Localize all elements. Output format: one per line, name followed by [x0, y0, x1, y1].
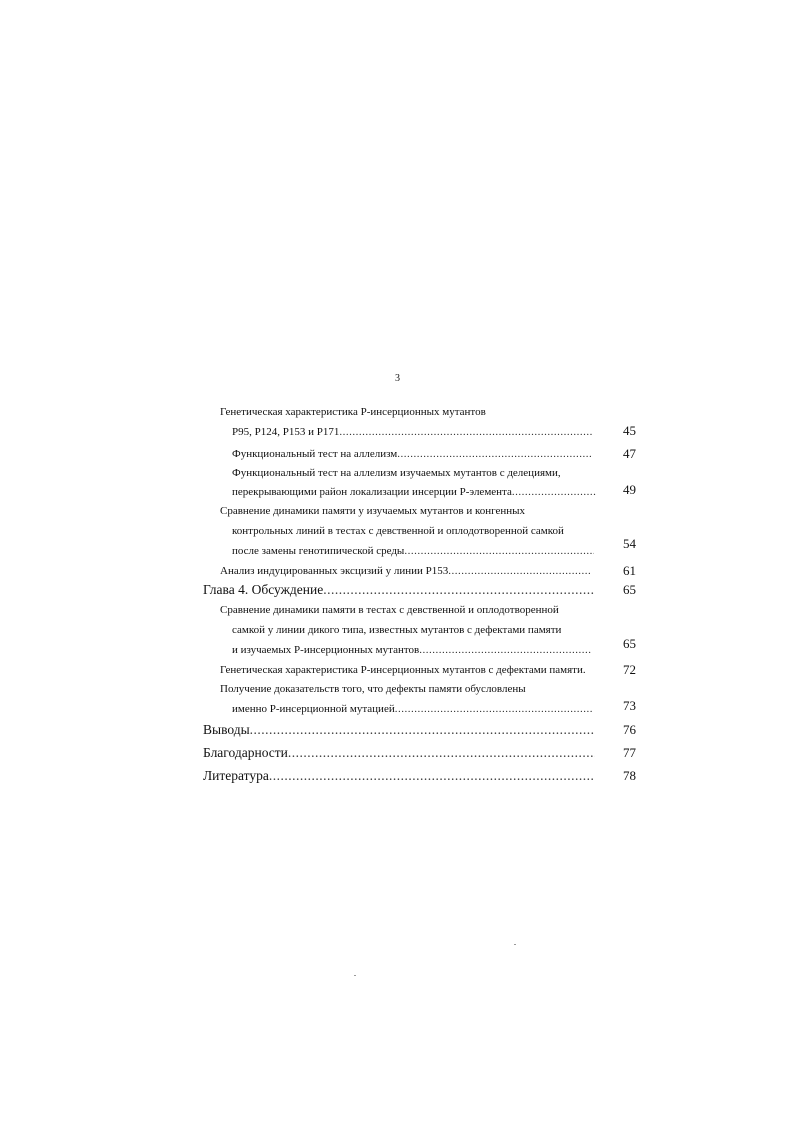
toc-page-77: 77 [623, 745, 636, 760]
page-number: 3 [395, 373, 400, 384]
toc-entry-genetic-memory-defects: Генетическая характеристика Р-инсерционных мутантов с дефектами памяти. [220, 664, 586, 676]
leader-dots [323, 582, 595, 598]
toc-entry-memory-dynamics-title: Сравнение динамики памяти у изучаемых мутантов и конгенных [220, 505, 526, 517]
leader-dots [288, 745, 595, 761]
toc-entry-allelism-test: Функциональный тест на аллелизм ..... [232, 448, 592, 460]
toc-entry-allelism-deletions-title: Функциональный тест на аллелизм изучаемых мутантов с делециями, [232, 467, 561, 479]
leader-dots [269, 768, 595, 784]
toc-page-78: 78 [623, 768, 636, 783]
toc-acknowledgments: Благодарности ..... [203, 745, 595, 761]
toc-page-76: 76 [623, 722, 636, 737]
leader-dots [339, 426, 592, 438]
toc-entry-memory-comparison-cont: самкой у линии дикого типа, известных мутантов с дефектами памяти [232, 624, 562, 636]
scan-speck [514, 944, 516, 945]
scan-speck [354, 975, 356, 976]
toc-page-54: 54 [623, 536, 636, 551]
toc-conclusions: Выводы ..... [203, 722, 595, 738]
toc-entry-evidence-cont: именно Р-инсерционной мутацией ..... [232, 703, 592, 715]
leader-dots [395, 703, 592, 715]
leader-dots [250, 722, 595, 738]
toc-page-47: 47 [623, 446, 636, 461]
toc-page-72: 72 [623, 662, 636, 677]
toc-entry-memory-comparison-title: Сравнение динамики памяти в тестах с девственной и оплодотворенной [220, 604, 559, 616]
toc-entry-evidence-title: Получение доказательств того, что дефекты памяти обусловлены [220, 683, 526, 695]
leader-dots [512, 486, 597, 498]
toc-literature: Литература ..... [203, 768, 595, 784]
toc-page-65: 65 [623, 636, 636, 651]
toc-page-49: 49 [623, 482, 636, 497]
toc-entry-memory-dynamics-cont: контрольных линий в тестах с девственной и оплодотворенной самкой [232, 525, 564, 537]
leader-dots [397, 448, 592, 460]
toc-entry-genetic-characteristic-lines: Р95, Р124, Р153 и Р171 ..... [232, 426, 592, 438]
toc-entry-excision-analysis: Анализ индуцированных эксцизий у линии Р153 ..... [220, 565, 592, 577]
toc-chapter-4-discussion: Глава 4. Обсуждение ..... [203, 582, 595, 598]
leader-dots [404, 545, 594, 557]
leader-dots [448, 565, 592, 577]
toc-entry-memory-dynamics-end: после замены генотипической среды ..... [232, 545, 594, 557]
toc-entry-memory-comparison-end: и изучаемых Р-инсерционных мутантов ..... [232, 644, 592, 656]
toc-entry-genetic-characteristic-title: Генетическая характеристика Р-инсерционных мутантов [220, 406, 486, 418]
toc-page-61: 61 [623, 563, 636, 578]
toc-entry-allelism-deletions-cont: перекрывающими район локализации инсерции Р-элемента ..... [232, 486, 597, 498]
toc-page-65-chapter: 65 [623, 582, 636, 597]
toc-page-45: 45 [623, 423, 636, 438]
toc-page-73: 73 [623, 698, 636, 713]
leader-dots [419, 644, 592, 656]
